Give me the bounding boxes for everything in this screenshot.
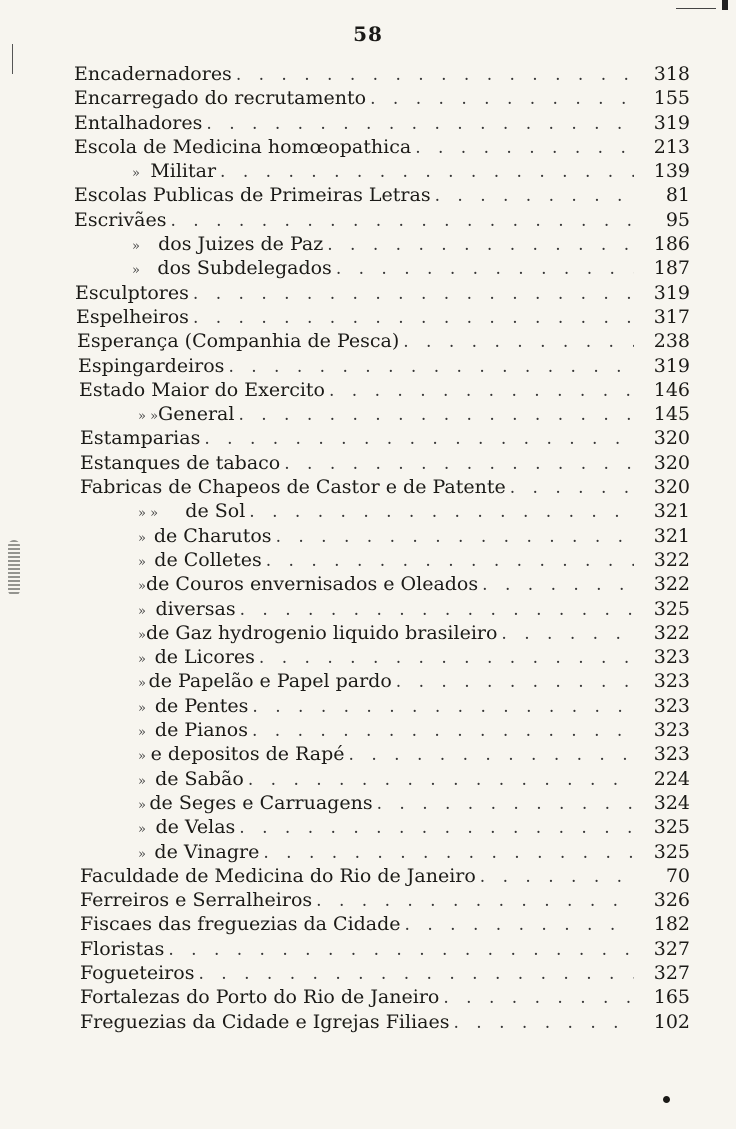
entry-page-number: 102 xyxy=(653,1010,690,1033)
entry-page-number: 322 xyxy=(653,548,690,571)
entry-label: General xyxy=(158,403,235,426)
entry-page-number: 321 xyxy=(653,524,690,547)
entry-label: Fortalezas do Porto do Rio de Janeiro xyxy=(80,986,440,1009)
ditto-marks: » » xyxy=(138,506,159,522)
dot-leader xyxy=(204,427,634,451)
index-entry xyxy=(70,426,690,450)
dot-leader xyxy=(377,792,634,816)
dot-leader xyxy=(263,841,634,865)
index-entry xyxy=(70,305,690,329)
entry-page-number: 322 xyxy=(653,621,690,644)
entry-page-number: 323 xyxy=(653,719,690,742)
dot-leader xyxy=(403,330,634,354)
entry-label: dos Subdelegados xyxy=(157,257,332,280)
ditto-marks: » xyxy=(132,263,140,279)
index-entry xyxy=(70,888,690,912)
index-entry xyxy=(70,815,690,839)
index-entry xyxy=(70,864,690,888)
entry-page-number: 321 xyxy=(653,500,690,523)
entry-label: Fogueteiros xyxy=(80,961,195,984)
entry-label: e depositos de Rapé xyxy=(150,743,345,766)
entry-label: Esperança (Companhia de Pesca) xyxy=(77,330,400,353)
index-entry xyxy=(70,937,690,961)
index-entry xyxy=(70,548,690,572)
dot-leader xyxy=(329,379,634,403)
entry-label: Escrivães xyxy=(74,208,167,231)
entry-page-number: 327 xyxy=(653,961,690,984)
index-entry xyxy=(70,499,690,523)
index-entry xyxy=(70,354,690,378)
dot-leader xyxy=(220,160,634,184)
entry-page-number: 317 xyxy=(653,305,690,328)
entry-page-number: 95 xyxy=(665,208,690,231)
dot-leader xyxy=(443,986,634,1010)
entry-label: de Gaz hydrogenio liquido brasileiro xyxy=(145,621,498,644)
index-entry xyxy=(70,597,690,621)
dot-leader xyxy=(405,913,634,937)
dot-leader xyxy=(349,743,634,767)
entry-label: Espelheiros xyxy=(76,305,189,328)
ditto-marks: » xyxy=(138,700,146,716)
index-entry xyxy=(70,645,690,669)
entry-page-number: 186 xyxy=(653,233,690,256)
dot-leader xyxy=(259,646,634,670)
index-entry xyxy=(70,183,690,207)
dot-leader xyxy=(276,525,634,549)
ink-dot xyxy=(663,1096,670,1103)
entry-page-number: 323 xyxy=(653,694,690,717)
entry-label: de Pentes xyxy=(154,694,249,717)
margin-binding-mark xyxy=(8,540,20,596)
dot-leader xyxy=(239,816,634,840)
entry-page-number: 325 xyxy=(653,597,690,620)
entry-page-number: 187 xyxy=(653,257,690,280)
dot-leader xyxy=(228,355,634,379)
index-entry xyxy=(70,135,690,159)
dot-leader xyxy=(240,598,634,622)
entry-page-number: 327 xyxy=(653,937,690,960)
dot-leader xyxy=(266,549,634,573)
ditto-marks: » xyxy=(138,627,146,643)
ditto-marks: » xyxy=(138,797,146,813)
entry-label: de Licores xyxy=(154,646,255,669)
entry-label: Floristas xyxy=(80,937,165,960)
entry-page-number: 81 xyxy=(665,184,690,207)
index-entry xyxy=(70,524,690,548)
entry-label: Esculptores xyxy=(75,281,189,304)
entry-label: de Couros envernisados e Oleados xyxy=(145,573,479,596)
entry-label: Estamparias xyxy=(80,427,201,450)
dot-leader xyxy=(249,500,634,524)
dot-leader xyxy=(480,865,634,889)
dot-leader xyxy=(248,768,634,792)
entry-page-number: 319 xyxy=(653,281,690,304)
ditto-marks: » xyxy=(138,676,146,692)
index-entry xyxy=(70,281,690,305)
entry-page-number: 238 xyxy=(653,330,690,353)
dot-leader xyxy=(482,573,634,597)
index-entry xyxy=(70,402,690,426)
ditto-marks: » xyxy=(138,530,146,546)
index-entry xyxy=(70,961,690,985)
index-entry xyxy=(70,718,690,742)
entry-page-number: 182 xyxy=(653,913,690,936)
entry-label: Encarregado do recrutamento xyxy=(74,87,367,110)
entry-label: dos Juizes de Paz xyxy=(158,233,324,256)
dot-leader xyxy=(284,452,634,476)
entry-label: de Sabão xyxy=(155,767,244,790)
dot-leader xyxy=(193,306,634,330)
index-entry xyxy=(70,1010,690,1034)
entry-page-number: 165 xyxy=(653,986,690,1009)
dot-leader xyxy=(206,112,634,136)
index-entry xyxy=(70,86,690,110)
ditto-marks: » xyxy=(138,773,146,789)
entry-label: Entalhadores xyxy=(74,111,203,134)
index-entry xyxy=(70,159,690,183)
entry-label: Fabricas de Chapeos de Castor e de Patente xyxy=(80,476,506,499)
entry-label: Escola de Medicina homœopathica xyxy=(74,135,412,158)
entry-page-number: 320 xyxy=(653,476,690,499)
ditto-marks: » xyxy=(132,166,140,182)
index-entry xyxy=(70,451,690,475)
entry-label: de Sol xyxy=(185,500,246,523)
entry-page-number: 324 xyxy=(653,791,690,814)
dot-leader xyxy=(453,1011,634,1035)
dot-leader xyxy=(193,282,634,306)
index-entry xyxy=(70,232,690,256)
index-entry xyxy=(70,378,690,402)
index-entry xyxy=(70,621,690,645)
index-entry xyxy=(70,694,690,718)
index-entry xyxy=(70,475,690,499)
entry-page-number: 318 xyxy=(653,63,690,85)
dot-leader xyxy=(238,403,634,427)
index-entry xyxy=(70,669,690,693)
entry-page-number: 146 xyxy=(653,378,690,401)
dot-leader xyxy=(396,670,634,694)
dot-leader xyxy=(252,719,634,743)
entry-page-number: 213 xyxy=(653,135,690,158)
entry-label: de Colletes xyxy=(154,548,262,571)
entry-page-number: 155 xyxy=(653,87,690,110)
index-entry xyxy=(70,329,690,353)
index-entry xyxy=(70,912,690,936)
entry-label: Estanques de tabaco xyxy=(80,451,281,474)
index-list xyxy=(70,62,690,1034)
ditto-marks: » xyxy=(138,725,146,741)
entry-label: de Pianos xyxy=(154,719,248,742)
dot-leader xyxy=(252,695,634,719)
entry-page-number: 325 xyxy=(653,840,690,863)
entry-label: de Vinagre xyxy=(154,840,260,863)
ditto-marks: » xyxy=(138,603,146,619)
entry-label: de Seges e Carruagens xyxy=(149,791,373,814)
entry-label: Militar xyxy=(150,160,217,183)
entry-label: Escolas Publicas de Primeiras Letras xyxy=(74,184,431,207)
entry-label: Freguezias da Cidade e Igrejas Filiaes xyxy=(80,1010,450,1033)
entry-label: de Papelão e Papel pardo xyxy=(148,670,392,693)
entry-page-number: 319 xyxy=(653,354,690,377)
ditto-marks: » xyxy=(132,239,140,255)
page-number: 58 xyxy=(353,22,383,46)
index-entry xyxy=(70,840,690,864)
dot-leader xyxy=(198,962,634,986)
index-entry xyxy=(70,985,690,1009)
dot-leader xyxy=(501,622,634,646)
entry-page-number: 322 xyxy=(653,573,690,596)
index-entry xyxy=(70,572,690,596)
ditto-marks: » xyxy=(138,822,146,838)
entry-page-number: 224 xyxy=(653,767,690,790)
entry-page-number: 319 xyxy=(653,111,690,134)
entry-label: Fiscaes das freguezias da Cidade xyxy=(80,913,401,936)
entry-page-number: 145 xyxy=(653,403,690,426)
corner-rule xyxy=(676,0,716,9)
entry-page-number: 323 xyxy=(653,670,690,693)
entry-page-number: 139 xyxy=(653,160,690,183)
dot-leader xyxy=(336,257,634,281)
dot-leader xyxy=(510,476,634,500)
ditto-marks: » » xyxy=(138,409,159,425)
ditto-marks: » xyxy=(138,749,146,765)
entry-label: diversas xyxy=(155,597,236,620)
entry-page-number: 326 xyxy=(653,889,690,912)
dot-leader xyxy=(170,209,634,233)
index-entry xyxy=(70,208,690,232)
dot-leader xyxy=(327,233,634,257)
entry-label: de Velas xyxy=(155,816,236,839)
index-entry xyxy=(70,791,690,815)
ditto-marks: » xyxy=(138,652,146,668)
ditto-marks: » xyxy=(138,554,146,570)
dot-leader xyxy=(316,889,634,913)
dot-leader xyxy=(168,938,634,962)
entry-label: Espingardeiros xyxy=(78,354,225,377)
entry-label: Ferreiros e Serralheiros xyxy=(80,889,313,912)
index-entry xyxy=(70,111,690,135)
dot-leader xyxy=(415,136,634,160)
entry-page-number: 320 xyxy=(653,451,690,474)
entry-page-number: 320 xyxy=(653,427,690,450)
dot-leader xyxy=(370,87,634,111)
entry-label: Faculdade de Medicina do Rio de Janeiro xyxy=(80,864,476,887)
index-entry xyxy=(70,62,690,86)
margin-rule xyxy=(12,44,13,74)
ditto-marks: » xyxy=(138,846,146,862)
entry-page-number: 323 xyxy=(653,646,690,669)
dot-leader xyxy=(435,184,634,208)
entry-page-number: 325 xyxy=(653,816,690,839)
dot-leader xyxy=(236,63,634,87)
entry-label: de Charutos xyxy=(153,524,272,547)
entry-label: Estado Maior do Exercito xyxy=(79,378,325,401)
entry-page-number: 70 xyxy=(665,864,690,887)
index-entry xyxy=(70,767,690,791)
ditto-marks: » xyxy=(138,579,146,595)
index-entry xyxy=(70,256,690,280)
index-entry xyxy=(70,742,690,766)
entry-page-number: 323 xyxy=(653,743,690,766)
corner-mark xyxy=(722,0,728,10)
entry-label: Encadernadores xyxy=(74,63,232,85)
